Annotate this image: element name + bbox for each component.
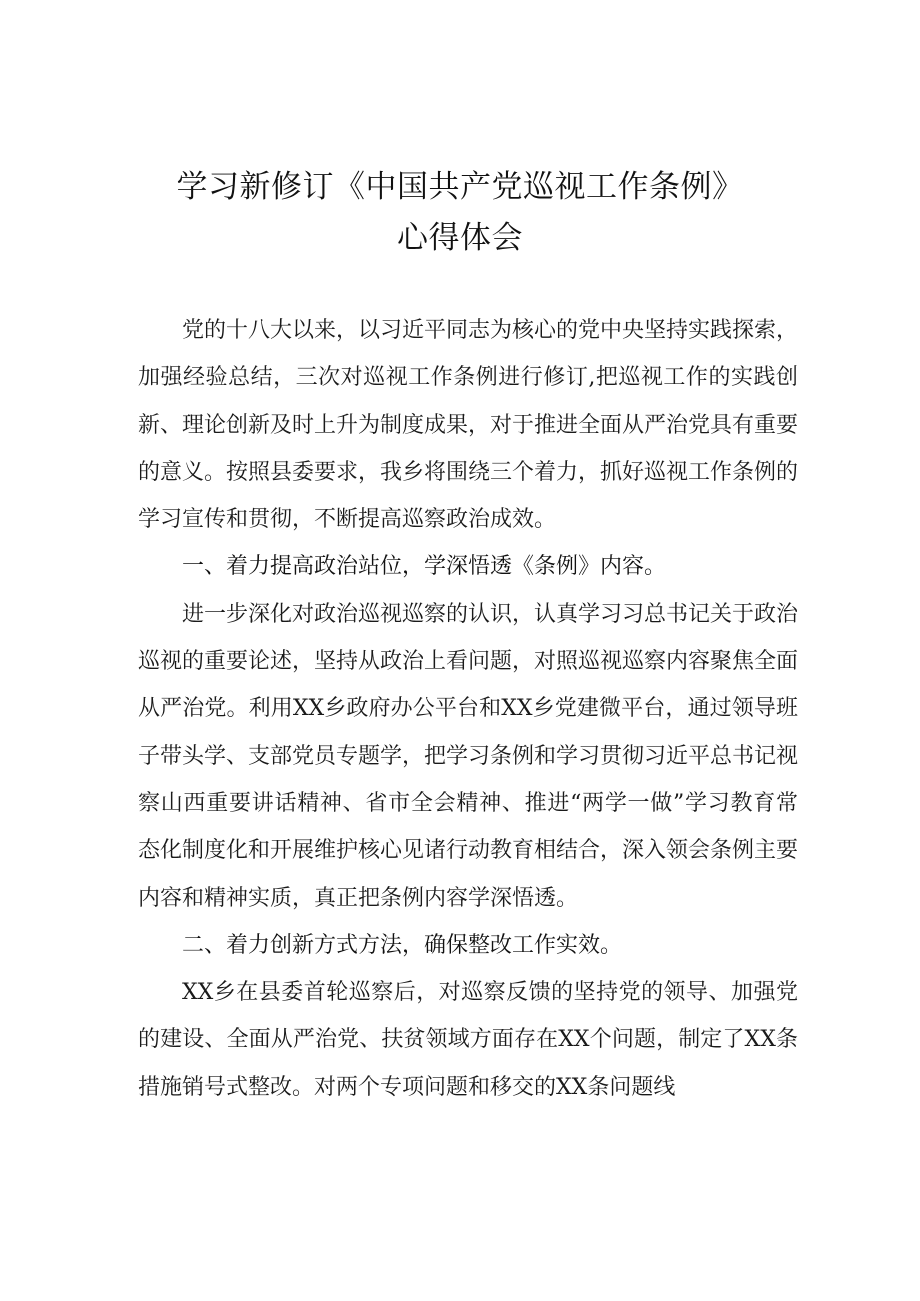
- section-heading-2: 二、着力创新方式方法，确保整改工作实效。: [182, 932, 623, 958]
- paragraph-section-1: 进一步深化对政治巡视巡察的认识，认真学习习总书记关于政治巡视的重要论述，坚持从政治上看问题，对照巡视巡察内容聚焦全面从严治党。利用XX乡政府办公平台和XX乡党建微平台，通过领导班子带头学、支部党员专题学，把学习条例和学习贯彻习近平总书记视察山西重要讲话精神、省市全会精神、推进“两学一做”学习教育常态化制度化和开展维护核心见诸行动教育相结合，深入领会条例主要内容和精神实质，真正把条例内容学深悟透。: [138, 601, 799, 911]
- document-title: [0, 162, 920, 264]
- paragraph-section-2: XX乡在县委首轮巡察后，对巡察反馈的坚持党的领导、加强党的建设、全面从严治党、扶贫领域方面存在XX个问题，制定了XX条措施销号式整改。对两个专项问题和移交的XX条问题线: [138, 980, 798, 1100]
- title-line-1: 学习新修订《中国共产党巡视工作条例》: [176, 169, 744, 205]
- title-line-2: 心得体会: [397, 220, 523, 256]
- section-heading-1: 一、着力提高政治站位，学深悟透《条例》内容。: [182, 554, 667, 580]
- paragraph-intro: 党的十八大以来，以习近平同志为核心的党中央坚持实践探索，加强经验总结，三次对巡视工作条例进行修订,把巡视工作的实践创新、理论创新及时上升为制度成果，对于推进全面从严治党具有重要的意义。按照县委要求，我乡将围绕三个着力，抓好巡视工作条例的学习宣传和贯彻，不断提高巡察政治成效。: [138, 318, 799, 533]
- document-body: [138, 307, 798, 1111]
